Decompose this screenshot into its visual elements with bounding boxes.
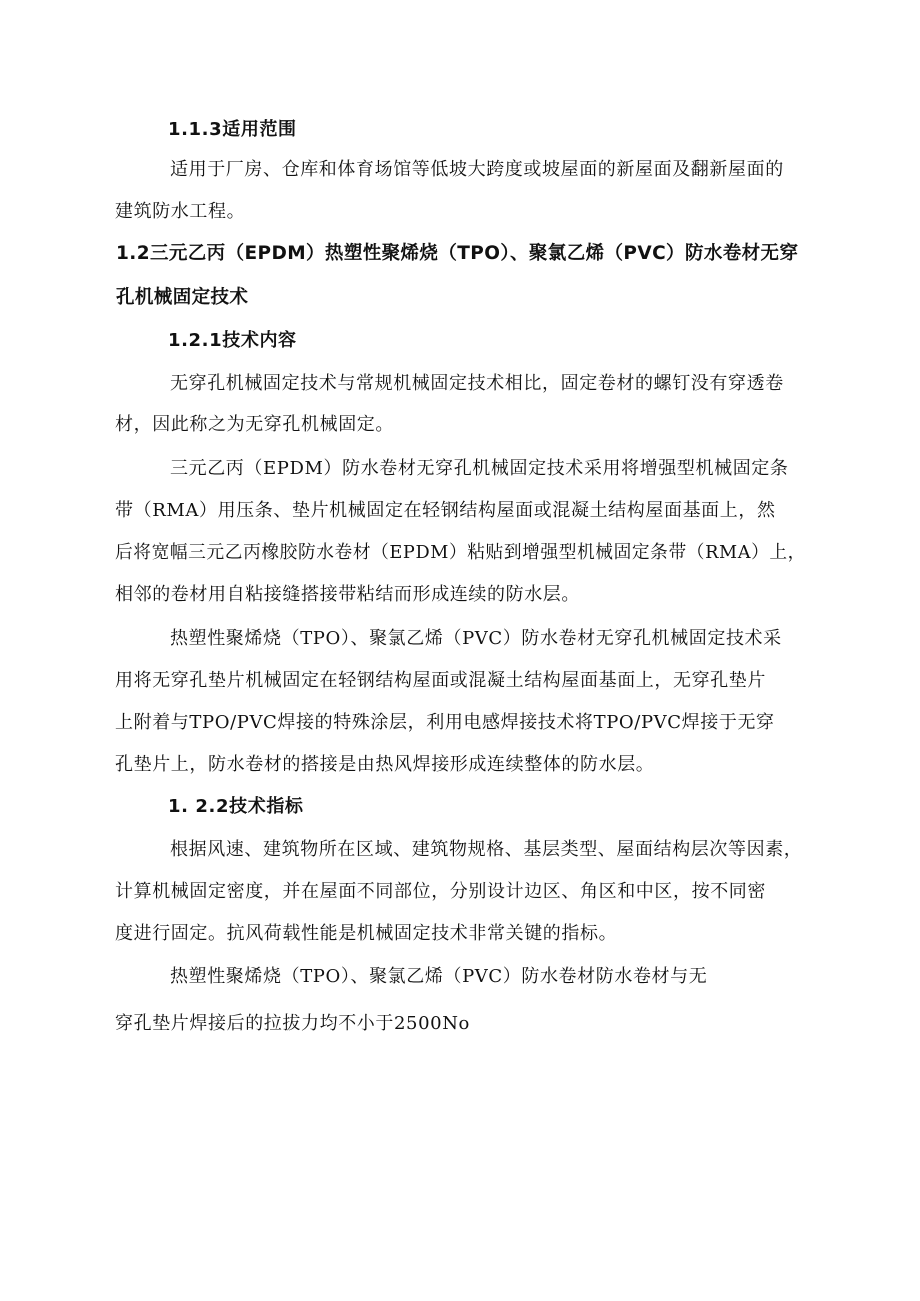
section-1-2-1-para2-line-2: 带（RMA）用压条、垫片机械固定在轻钢结构屋面或混凝土结构屋面基面上，然	[115, 500, 776, 521]
section-1-2-heading-line-2: 孔机械固定技术	[116, 287, 249, 308]
section-1-2-heading-line-1: 1.2三元乙丙（EPDM）热塑性聚烯烧（TPO）、聚氯乙烯（PVC）防水卷材无穿	[116, 243, 799, 264]
section-1-2-1-heading: 1.2.1技术内容	[168, 330, 297, 351]
section-1-2-1-para1-line-1: 无穿孔机械固定技术与常规机械固定技术相比，固定卷材的螺钉没有穿透卷	[170, 373, 784, 394]
section-1-2-1-para3-line-2: 用将无穿孔垫片机械固定在轻钢结构屋面或混凝土结构屋面基面上，无穿孔垫片	[115, 670, 766, 691]
section-1-2-1-para2-line-1: 三元乙丙（EPDM）防水卷材无穿孔机械固定技术采用将增强型机械固定条	[170, 458, 789, 479]
section-1-2-1-para3-line-3: 上附着与TPO/PVC焊接的特殊涂层，利用电感焊接技术将TPO/PVC焊接于无穿	[115, 712, 775, 733]
section-1-1-3-line-1: 适用于厂房、仓库和体育场馆等低坡大跨度或坡屋面的新屋面及翻新屋面的	[170, 159, 784, 180]
section-1-2-1-para3-line-4: 孔垫片上，防水卷材的搭接是由热风焊接形成连续整体的防水层。	[115, 754, 655, 775]
section-1-2-1-para2-line-3: 后将宽幅三元乙丙橡胶防水卷材（EPDM）粘贴到增强型机械固定条带（RMA）上，	[115, 542, 806, 563]
section-1-2-1-para3-line-1: 热塑性聚烯烧（TPO）、聚氯乙烯（PVC）防水卷材无穿孔机械固定技术采	[170, 628, 782, 649]
section-1-2-2-para1-line-2: 计算机械固定密度，并在屋面不同部位，分别设计边区、角区和中区，按不同密	[115, 881, 766, 902]
section-1-2-2-para1-line-1: 根据风速、建筑物所在区域、建筑物规格、基层类型、屋面结构层次等因素，	[170, 839, 803, 860]
section-1-2-2-para2-line-1: 热塑性聚烯烧（TPO）、聚氯乙烯（PVC）防水卷材防水卷材与无	[170, 966, 708, 987]
section-1-2-2-para2-line-2: 穿孔垫片焊接后的拉拔力均不小于2500No	[115, 1013, 470, 1034]
section-1-2-1-para1-line-2: 材，因此称之为无穿孔机械固定。	[115, 414, 394, 435]
section-1-2-1-para2-line-4: 相邻的卷材用自粘接缝搭接带粘结而形成连续的防水层。	[115, 584, 580, 605]
section-1-1-3-heading: 1.1.3适用范围	[168, 119, 297, 140]
section-1-2-2-para1-line-3: 度进行固定。抗风荷载性能是机械固定技术非常关键的指标。	[115, 923, 618, 944]
section-1-1-3-line-2: 建筑防水工程。	[115, 201, 246, 222]
section-1-2-2-heading: 1. 2.2技术指标	[168, 796, 304, 817]
